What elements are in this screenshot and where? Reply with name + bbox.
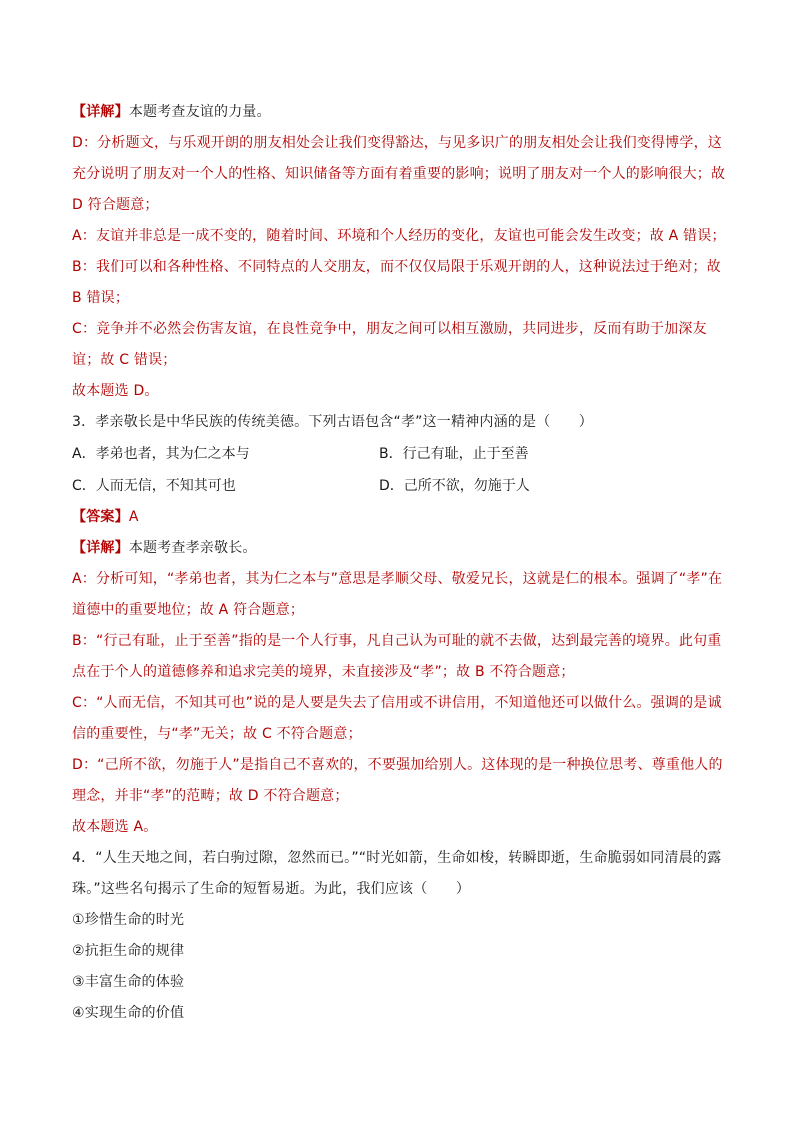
detail-heading [72,102,271,122]
question-4-item-2: ②抗拒生命的规律 [72,943,185,959]
explanation-line: 点在于个人的道德修养和追求完美的境界，未直接涉及“孝”；故 B 不符合题意； [72,664,575,680]
explanation-line: C：竞争并不必然会伤害友谊，在良性竞争中，朋友之间可以相互激励，共同进步，反而有助于加深友 [72,321,707,337]
question-4-item-1: ①珍惜生命的时光 [72,912,185,928]
explanation-line: B：“行己有耻，止于至善”指的是一个人行事，凡自己认为可耻的就不去做，达到最完善的境界。此句重 [72,633,722,649]
conclusion-line: 故本题选 A。 [72,819,158,835]
question-3-option-d: D．己所不欲，勿施于人 [379,478,530,494]
detail-label: 【详解】 [72,104,129,120]
explanation-line: D：“己所不欲，勿施于人”是指自己不喜欢的，不要强加给别人。这体现的是一种换位思考、尊重他人的 [72,757,723,773]
detail-text: 本题考查友谊的力量。 [128,104,271,120]
question-4-item-4: ④实现生命的价值 [72,1005,185,1021]
question-3-option-a: A．孝弟也者，其为仁之本与 [72,446,250,462]
question-3-option-b: B．行己有耻，止于至善 [379,446,529,462]
question-4-stem: 珠。”这些名句揭示了生命的短暂易逝。为此，我们应该（ ） [72,881,471,897]
detail-heading [72,538,257,558]
explanation-line: D：分析题文，与乐观开朗的朋友相处会让我们变得豁达，与见多识广的朋友相处会让我们变得博学，这 [72,135,722,151]
question-3-option-c: C．人而无信，不知其可也 [72,478,236,494]
answer-value: A [128,509,139,525]
question-4-stem: 4．“人生天地之间，若白驹过隙，忽然而已。”“时光如箭，生命如梭，转瞬即逝，生命脆弱如同清晨的露 [72,850,722,866]
question-3-stem: 3．孝亲敬长是中华民族的传统美德。下列古语包含“孝”这一精神内涵的是（ ） [72,414,594,430]
detail-text: 本题考查孝亲敬长。 [128,540,257,556]
explanation-line: 理念，并非“孝”的范畴；故 D 不符合题意； [72,788,349,804]
question-4-item-3: ③丰富生命的体验 [72,974,185,990]
explanation-line: A：友谊并非总是一成不变的，随着时间、环境和个人经历的变化，友谊也可能会发生改变；故 A 错误； [72,228,726,244]
conclusion-line: 故本题选 D。 [72,383,159,399]
explanation-line: 谊；故 C 错误； [72,352,177,368]
explanation-line: D 符合题意； [72,197,159,213]
explanation-line: 信的重要性，与“孝”无关；故 C 不符合题意； [72,726,362,742]
explanation-line: C：“人而无信，不知其可也”说的是人要是失去了信用或不讲信用，不知道他还可以做什么。强调的是诚 [72,695,722,711]
explanation-line: A：分析可知，“孝弟也者，其为仁之本与”意思是孝顺父母、敬爱兄长，这就是仁的根本。强调了“孝”在 [72,571,723,587]
answer-label: 【答案】 [72,509,129,525]
answer-line [72,507,139,527]
explanation-line: 充分说明了朋友对一个人的性格、知识储备等方面有着重要的影响；说明了朋友对一个人的影响很大；故 [72,166,726,182]
detail-label: 【详解】 [72,540,129,556]
explanation-line: B 错误； [72,290,130,306]
explanation-line: 道德中的重要地位；故 A 符合题意； [72,602,305,618]
explanation-line: B：我们可以和各种性格、不同特点的人交朋友，而不仅仅局限于乐观开朗的人，这种说法过于绝对；故 [72,259,721,275]
